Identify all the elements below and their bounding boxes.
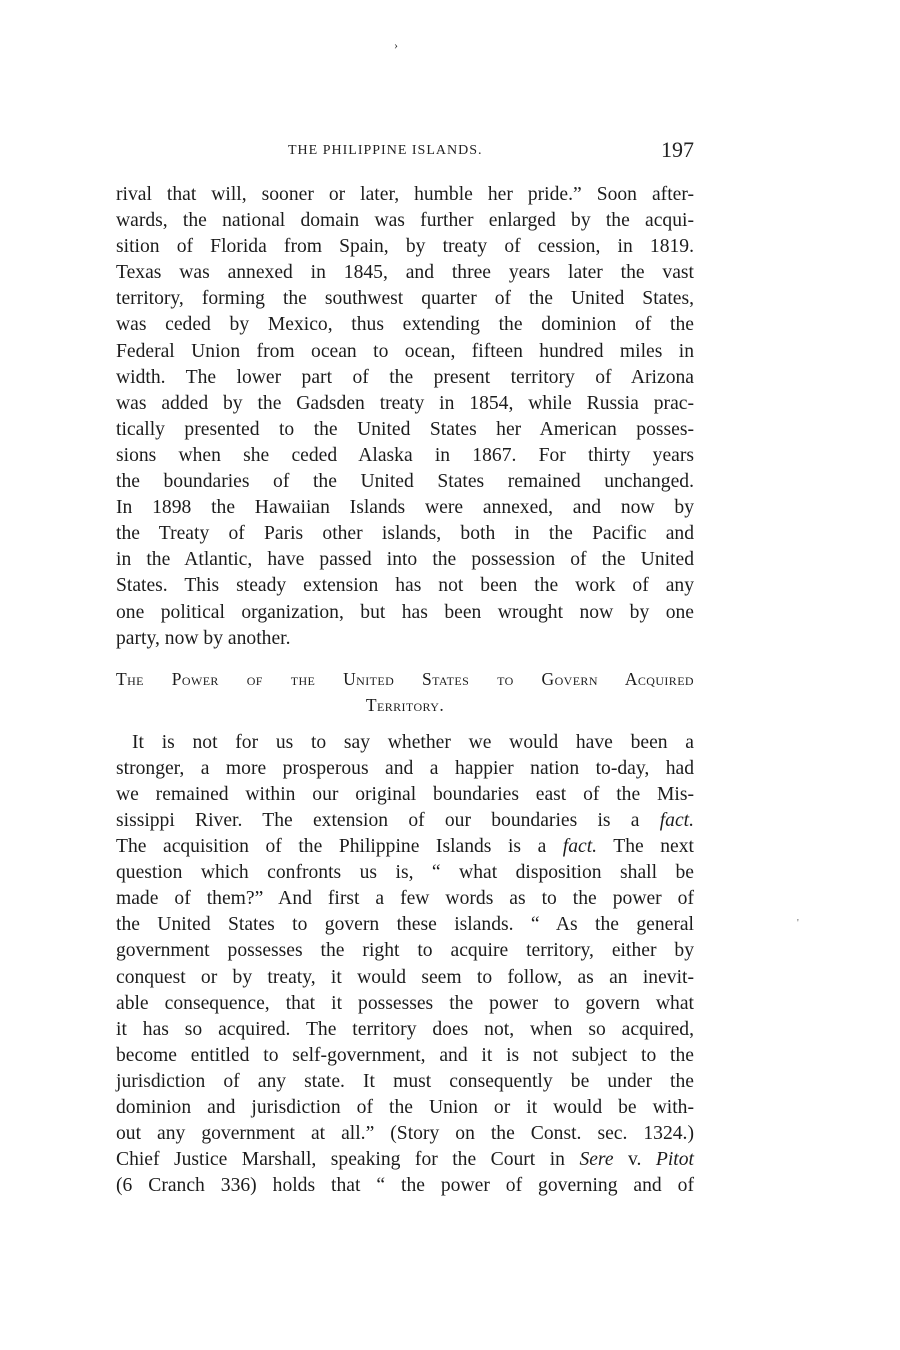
section-heading-line-1: The Power of the United States to Govern Acquired <box>116 668 694 689</box>
text-line: was added by the Gadsden treaty in 1854, while Russia prac- <box>116 392 694 414</box>
running-title: THE PHILIPPINE ISLANDS. <box>288 143 483 158</box>
body-text <box>116 182 694 1199</box>
text-line: conquest or by treaty, it would seem to follow, as an inevit- <box>116 966 694 988</box>
text-segment: The acquisition of the Philippine Islands is a <box>116 836 563 858</box>
italic-case-name: Sere <box>579 1149 614 1171</box>
text-line: we remained within our original boundaries east of the Mis- <box>116 783 694 805</box>
text-line: Texas was annexed in 1845, and three years later the vast <box>116 262 694 284</box>
running-head <box>116 137 694 167</box>
paragraph-1 <box>116 182 694 652</box>
text-line: made of them?” And first a few words as to the power of <box>116 888 694 910</box>
text-line: dominion and jurisdiction of the Union or it would be with- <box>116 1097 694 1118</box>
text-line: in the Atlantic, have passed into the possession of the United <box>116 549 694 571</box>
text-line <box>116 808 694 834</box>
text-segment: v. <box>613 1149 656 1171</box>
text-line: it has so acquired. The territory does not, when so acquired, <box>116 1018 694 1040</box>
italic-fact: fact. <box>659 809 694 831</box>
text-line: width. The lower part of the present territory of Arizona <box>116 366 694 388</box>
text-line: sition of Florida from Spain, by treaty of cession, in 1819. <box>116 236 694 258</box>
stray-mark: ' <box>797 918 799 929</box>
italic-case-name: Pitot <box>655 1149 694 1171</box>
text-line: able consequence, that it possesses the power to govern what <box>116 992 694 1014</box>
text-line: wards, the national domain was further enlarged by the acqui- <box>116 210 694 232</box>
top-mark: › <box>394 38 398 52</box>
text-line: sions when she ceded Alaska in 1867. For thirty years <box>116 444 694 466</box>
text-line: rival that will, sooner or later, humble her pride.” Soon after- <box>116 184 694 205</box>
text-line: jurisdiction of any state. It must consequently be under the <box>116 1070 694 1092</box>
text-line: territory, forming the southwest quarter of the United States, <box>116 288 694 310</box>
text-line: It is not for us to say whether we would have been a <box>132 731 694 753</box>
text-line: In 1898 the Hawaiian Islands were annexed, and now by <box>116 497 694 519</box>
text-line: the boundaries of the United States remained unchanged. <box>116 471 694 493</box>
text-line: was ceded by Mexico, thus extending the dominion of the <box>116 314 694 336</box>
text-line: government possesses the right to acquire territory, either by <box>116 940 694 962</box>
text-line: party, now by another. <box>116 627 291 649</box>
text-line: (6 Cranch 336) holds that “ the power of governing and of <box>116 1175 694 1197</box>
text-segment: Chief Justice Marshall, speaking for the Court in <box>116 1149 580 1171</box>
section-heading <box>116 666 694 718</box>
page-number: 197 <box>661 137 694 162</box>
text-line: out any government at all.” (Story on the Const. sec. 1324.) <box>116 1123 694 1145</box>
text-line: one political organization, but has been wrought now by one <box>116 601 694 623</box>
text-line: the United States to govern these islands. “ As the general <box>116 914 694 936</box>
section-heading-line-2: Territory. <box>365 694 445 715</box>
text-line: tically presented to the United States her American posses- <box>116 418 694 440</box>
text-line: question which confronts us is, “ what disposition shall be <box>116 862 694 884</box>
text-line <box>116 834 694 860</box>
text-line: become entitled to self-government, and it is not subject to the <box>116 1044 694 1066</box>
text-line: States. This steady extension has not been the work of any <box>116 575 694 597</box>
text-segment: sissippi River. The extension of our boundaries is a <box>116 809 660 831</box>
paragraph-2 <box>116 730 694 1200</box>
text-line: the Treaty of Paris other islands, both in the Pacific and <box>116 523 694 545</box>
text-line: Federal Union from ocean to ocean, fifteen hundred miles in <box>116 340 694 362</box>
text-segment: The next <box>597 836 694 858</box>
italic-fact: fact. <box>562 836 598 858</box>
text-line: stronger, a more prosperous and a happier nation to-day, had <box>116 757 694 779</box>
text-line <box>116 1147 694 1173</box>
